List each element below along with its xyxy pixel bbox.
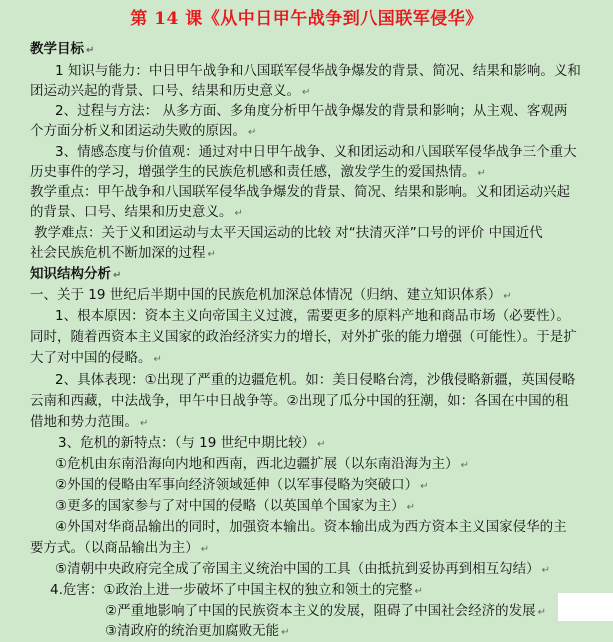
text-line: 团运动兴起的背景、口号、结果和历史意义。 ↵ (30, 83, 311, 99)
text-line: 的背景、口号、结果和历史意义。 ↵ (30, 204, 243, 220)
text-line: 借地和势力范围。 ↵ (30, 414, 149, 430)
text-line: 1、根本原因：资本主义向帝国主义过渡，需要更多的原料产地和商品市场（必要性）。 (55, 308, 570, 324)
text-line: ①危机由东南沿海向内地和西南，西北边疆扩展（以东南沿海为主） ↵ (55, 456, 469, 472)
text-line: ④外国对华商品输出的同时，加强资本输出。资本输出成为西方资本主义国家侵华的主 (55, 519, 567, 535)
text-line: 1 知识与能力：中日甲午战争和八国联军侵华战争爆发的背景、简况、结果和影响。义和 (55, 63, 581, 79)
heading-teaching-goals: 教学目标 ↵ (30, 41, 95, 57)
text-line: 2、具体表现：①出现了严重的边疆危机。如：美日侵略台湾，沙俄侵略新疆，英国侵略 (55, 372, 576, 388)
text-line: ③清政府的统治更加腐败无能 ↵ (105, 623, 290, 639)
text-line: ⑤清朝中央政府完全成了帝国主义统治中国的工具（由抵抗到妥协再到相互勾结） ↵ (55, 561, 550, 577)
text-line: 同时，随着西资本主义国家的政治经济实力的增长，对外扩张的能力增强（可能性）。于是扩 (30, 329, 577, 345)
lesson-title: 第 14 课《从中日甲午战争到八国联军侵华》 (130, 9, 483, 29)
text-line: 社会民族危机不断加深的过程 ↵ (30, 245, 216, 261)
text-line: 历史事件的学习，增强学生的民族危机感和责任感，激发学生的爱国热情。 ↵ (30, 164, 486, 180)
text-line: 要方式。（以商品输出为主） ↵ (30, 540, 210, 556)
text-line: 3、情感态度与价值观：通过对中日甲午战争、义和团运动和八国联军侵华战争三个重大 (55, 144, 577, 160)
text-line: 个方面分析义和团运动失败的原因。 ↵ (30, 123, 257, 139)
heading-knowledge-structure: 知识结构分析 ↵ (30, 266, 122, 282)
text-line: ②严重地影响了中国的民族资本主义的发展，阻碍了中国社会经济的发展 ↵ (105, 603, 546, 619)
text-line: ②外国的侵略由军事向经济领域延伸（以军事侵略为突破口） ↵ (55, 477, 429, 493)
text-line: ③更多的国家参与了对中国的侵略（以英国单个国家为主） ↵ (55, 498, 415, 514)
text-line: 3、危机的新特点：（与 19 世纪中期比较） ↵ (58, 435, 326, 451)
text-line: 2、过程与方法： 从多方面、多角度分析甲午战争爆发的背景和影响；从主观、客观两 (55, 103, 568, 119)
text-line-difficulties: 教学难点：关于义和团运动与太平天国运动的比较 对“扶清灭洋”口号的评价 中国近代 (34, 225, 543, 241)
text-line: 云南和西藏，中法战争，甲午中日战争等。②出现了瓜分中国的狂潮，如：各国在中国的租 (30, 393, 569, 409)
text-line: 4.危害：①政治上进一步破坏了中国主权的独立和领土的完整 ↵ (50, 582, 423, 598)
text-line: 一、关于 19 世纪后半期中国的民族危机加深总体情况（归纳、建立知识体系） ↵ (30, 287, 512, 303)
text-line: 大了对中国的侵略。 ↵ (30, 350, 162, 366)
text-line-key-points: 教学重点：甲午战争和八国联军侵华战争爆发的背景、简况、结果和影响。义和团运动兴起 (30, 184, 570, 200)
